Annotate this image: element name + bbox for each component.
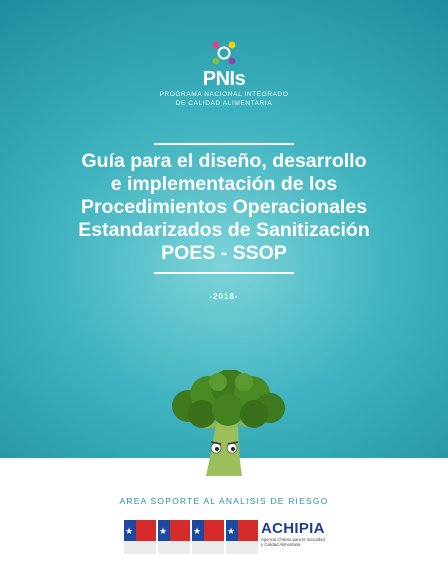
achipia-name: ACHIPIA (261, 520, 325, 537)
chile-government-logo: ★ (158, 520, 190, 554)
broccoli-illustration (158, 370, 298, 482)
brand-subtitle-line-2: DE CALIDAD ALIMENTARIA (175, 100, 273, 107)
chile-government-logo: ★ (192, 520, 224, 554)
title-line: Estandarizados de Sanitización (78, 219, 370, 241)
title-line: Procedimientos Operacionales (80, 196, 368, 218)
chile-government-logo: ★ (124, 520, 156, 554)
achipia-description-line-1: Agencia Chilena para la Inocuidad (261, 537, 325, 542)
area-label: AREA SOPORTE AL ANALISIS DE RIESGO (119, 496, 329, 506)
pnis-logo-icon (207, 40, 241, 66)
achipia-description-line-2: y Calidad Alimentaria (261, 542, 301, 547)
chile-government-logo: ★ (226, 520, 258, 554)
document-title (20, 150, 428, 265)
title-divider-bottom (154, 272, 294, 274)
title-line: e implementación de los (110, 173, 338, 195)
brand-subtitle-line-1: PROGRAMA NACIONAL INTEGRADO (159, 91, 289, 98)
title-line: Guía para el diseño, desarrollo (81, 150, 367, 172)
title-divider-top (154, 143, 294, 145)
achipia-logo (261, 520, 333, 556)
publication-year: -2018- (209, 292, 239, 301)
pnis-logo (0, 40, 448, 108)
title-line: POES - SSOP (161, 242, 287, 264)
brand-name: PNIs (202, 68, 246, 90)
institution-logos (124, 520, 334, 556)
